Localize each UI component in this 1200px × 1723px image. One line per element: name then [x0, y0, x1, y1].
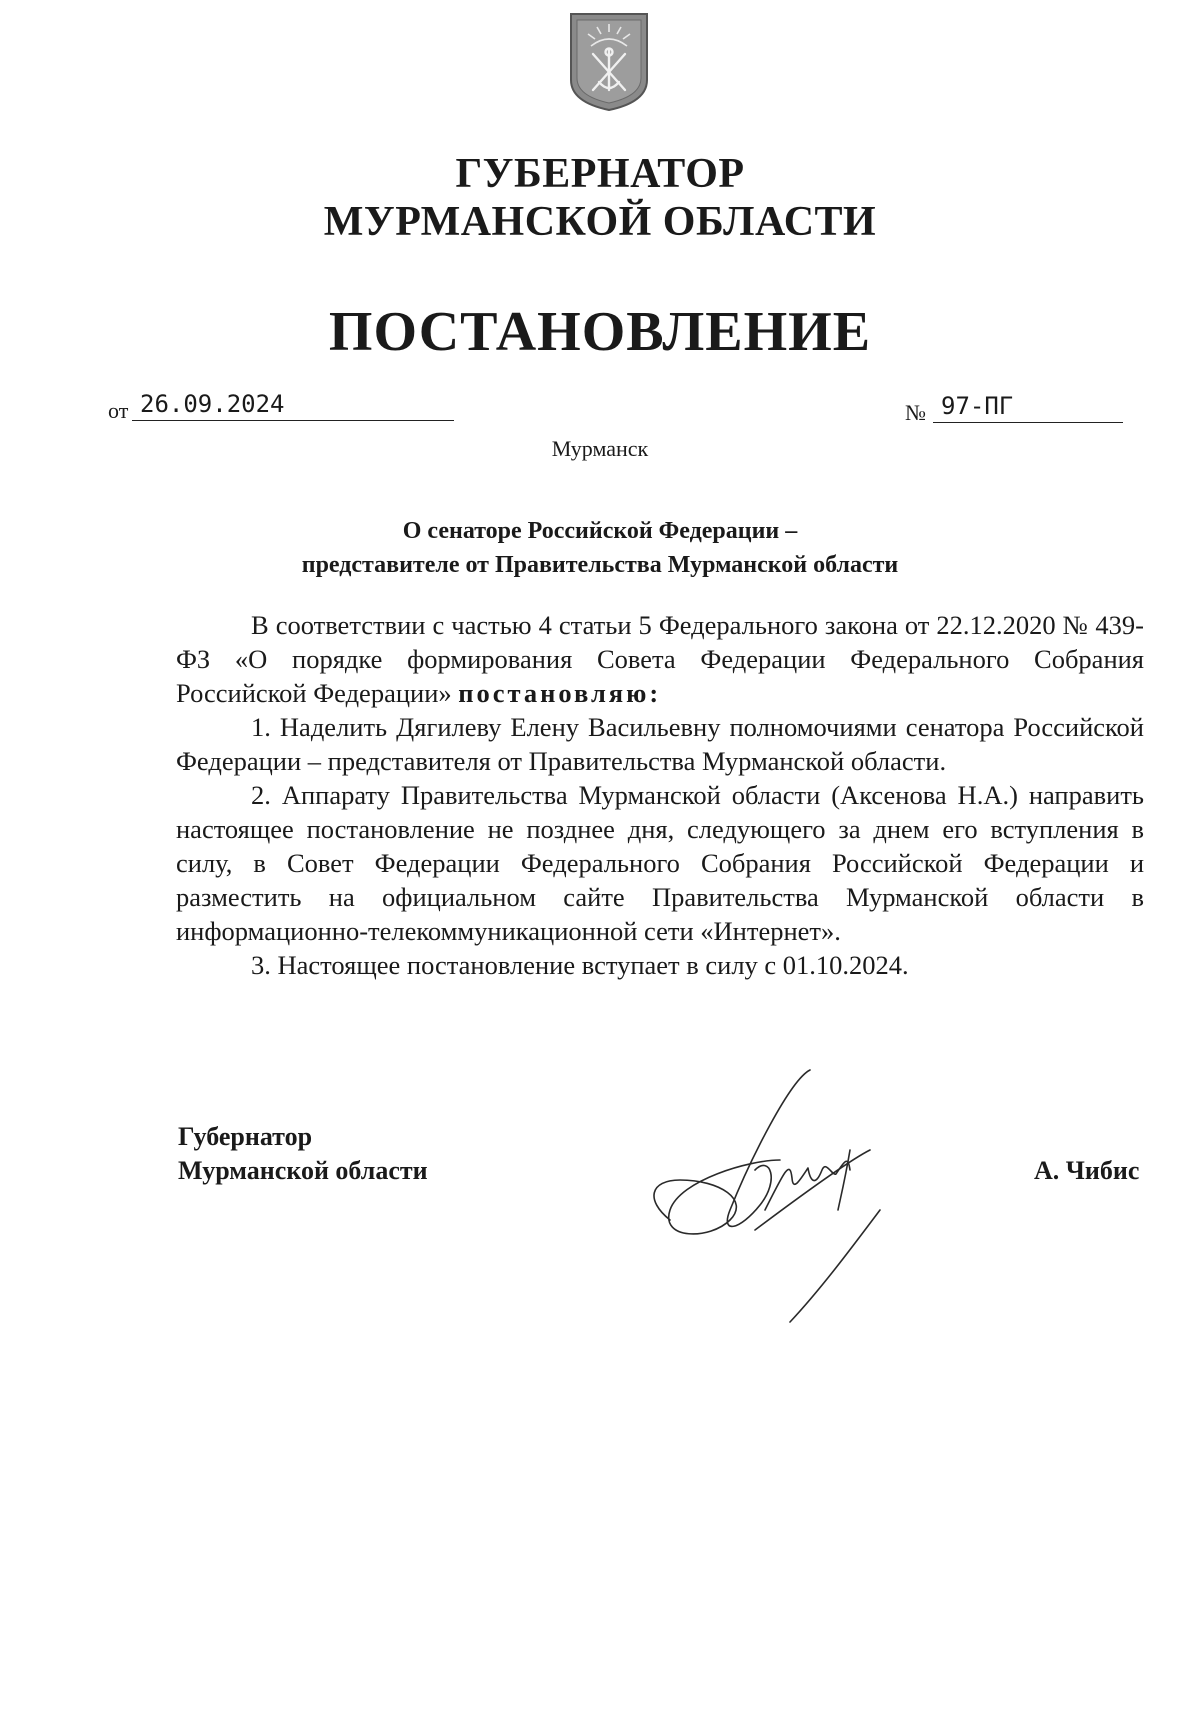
signatory-position-line2: Мурманской области — [178, 1156, 428, 1185]
date-prefix: от — [108, 398, 129, 423]
handwritten-signature-icon — [640, 1060, 970, 1330]
subject-title-line2: представителе от Правительства Мурманской области — [301, 552, 899, 578]
body-item-3: 3. Настоящее постановление вступает в силу с 01.10.2024. — [251, 950, 909, 980]
authority-title-line1: ГУБЕРНАТОР — [455, 151, 745, 197]
document-number: 97-ПГ — [933, 390, 1123, 423]
signatory-position — [178, 1120, 428, 1188]
coat-of-arms-icon — [567, 10, 651, 112]
preamble-text: В соответствии с частью 4 статьи 5 Федерального закона от 22.12.2020 № 439-ФЗ «О порядке формирования Совета Федерации Федерального Собрания Российской Федерации» — [176, 610, 1144, 708]
preamble-paragraph — [176, 608, 1144, 710]
document-date: 26.09.2024 — [132, 388, 454, 421]
resolve-word: постановляю: — [458, 678, 662, 708]
document-body — [176, 608, 1144, 982]
document-city: Мурманск — [551, 436, 649, 461]
authority-title-line2: МУРМАНСКОЙ ОБЛАСТИ — [323, 199, 877, 245]
signatory-name: А. Чибис — [1034, 1156, 1140, 1185]
document-type-heading: ПОСТАНОВЛЕНИЕ — [328, 301, 872, 363]
signatory-position-line1: Губернатор — [178, 1122, 313, 1151]
subject-title-line1: О сенаторе Российской Федерации – — [402, 518, 798, 544]
body-item-2: 2. Аппарату Правительства Мурманской области (Аксенова Н.А.) направить настоящее постановление не позднее дня, следующего за днем его вступления в силу, в Совет Федерации Федерального Собрания Российской Федерации и разместить на официальном сайте Правительства Мурманской области в информационно-телекоммуникационной сети «Интернет». — [176, 780, 1144, 946]
number-prefix: № — [905, 400, 926, 425]
body-item-1: 1. Наделить Дягилеву Елену Васильевну полномочиями сенатора Российской Федерации – представителя от Правительства Мурманской области. — [176, 712, 1144, 776]
document-subject-title — [0, 514, 1200, 582]
